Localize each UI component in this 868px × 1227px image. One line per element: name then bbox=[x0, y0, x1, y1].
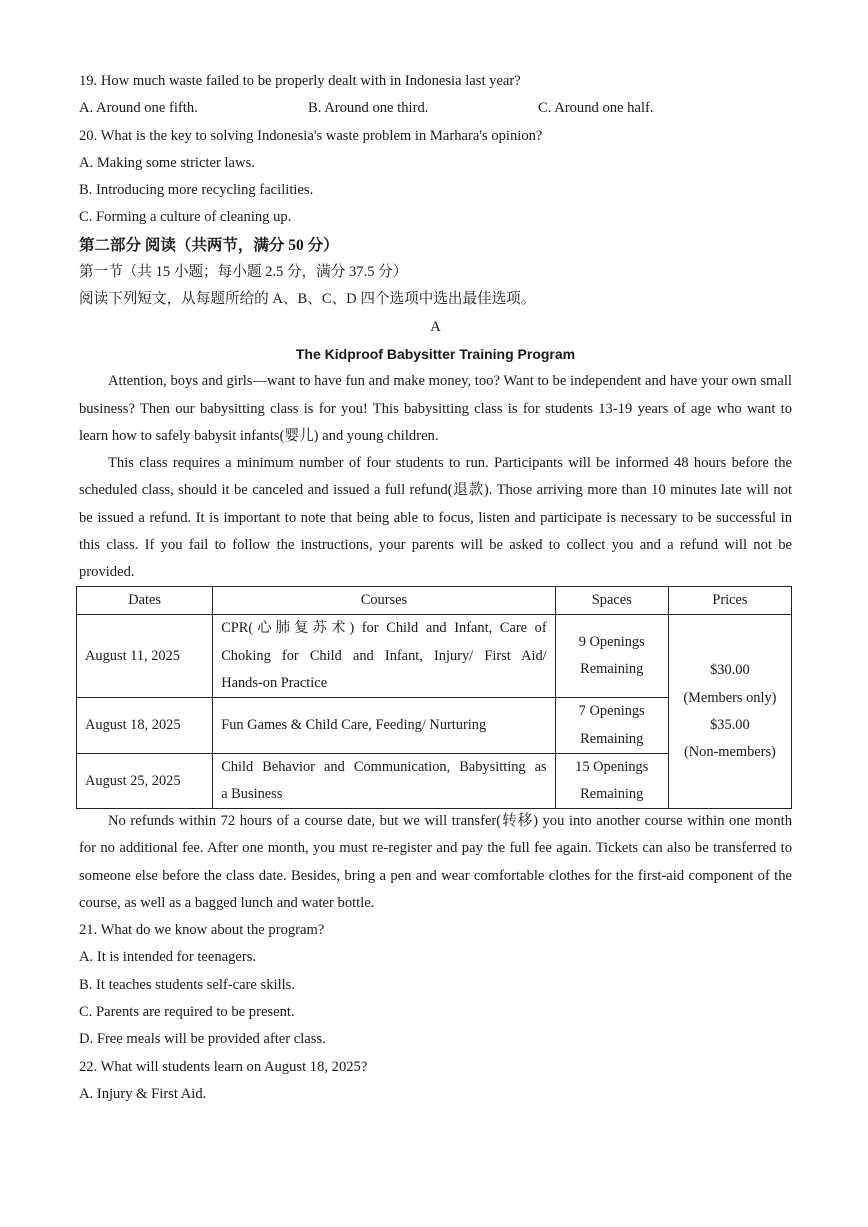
spaces-label: Remaining bbox=[580, 786, 644, 803]
price-cell bbox=[668, 615, 791, 809]
question-20-stem: 20. What is the key to solving Indonesia's waste problem in Marhara's opinion? bbox=[79, 127, 543, 144]
section-title: 第二部分 阅读（共两节，满分 50 分） bbox=[79, 236, 339, 254]
section-instruction: 阅读下列短文，从每题所给的 A、B、C、D 四个选项中选出最佳选项。 bbox=[79, 291, 536, 308]
question-22-stem: 22. What will students learn on August 18, 2025? bbox=[79, 1058, 368, 1075]
spaces-cell bbox=[555, 753, 668, 809]
passage-title: The Kidproof Babysitter Training Program bbox=[295, 345, 576, 362]
option-b: B. Around one third. bbox=[308, 100, 429, 117]
course-schedule-table bbox=[76, 586, 792, 809]
date-cell: August 11, 2025 bbox=[77, 615, 213, 698]
exam-page bbox=[79, 68, 792, 587]
header-spaces: Spaces bbox=[555, 587, 668, 615]
course-cell bbox=[213, 615, 555, 698]
option-a: A. Injury & First Aid. bbox=[79, 1085, 207, 1102]
after-table-content bbox=[79, 808, 792, 1108]
section-subtitle: 第一节（共 15 小题；每小题 2.5 分，满分 37.5 分） bbox=[79, 264, 408, 281]
spaces-count: 7 Openings bbox=[578, 703, 645, 720]
course-cell bbox=[213, 698, 555, 754]
spaces-label: Remaining bbox=[580, 661, 644, 678]
passage-body-continued bbox=[79, 808, 792, 917]
passage-letter: A bbox=[430, 318, 441, 335]
option-a: A. It is intended for teenagers. bbox=[79, 949, 257, 966]
option-c: C. Forming a culture of cleaning up. bbox=[79, 209, 292, 226]
course-line: Choking for Child and Infant, Injury/ First Aid/ bbox=[221, 647, 547, 664]
header-courses: Courses bbox=[213, 587, 555, 615]
date-cell: August 18, 2025 bbox=[77, 698, 213, 754]
spaces-label: Remaining bbox=[580, 730, 644, 747]
spaces-cell bbox=[555, 615, 668, 698]
course-cell bbox=[213, 753, 555, 809]
spaces-cell bbox=[555, 698, 668, 754]
question-19-stem: 19. How much waste failed to be properly dealt with in Indonesia last year? bbox=[79, 73, 521, 89]
date-cell: August 25, 2025 bbox=[77, 753, 213, 809]
option-a: A. Making some stricter laws. bbox=[79, 154, 255, 171]
member-label: (Members only) bbox=[683, 689, 777, 706]
member-price: $30.00 bbox=[710, 662, 750, 679]
course-line: Hands-on Practice bbox=[221, 674, 328, 691]
spaces-count: 9 Openings bbox=[578, 634, 645, 650]
header-dates: Dates bbox=[77, 587, 213, 615]
course-line: Child Behavior and Communication, Babysitting as bbox=[221, 758, 547, 775]
passage-body bbox=[79, 368, 792, 586]
option-b: B. Introducing more recycling facilities. bbox=[79, 182, 314, 199]
table-row bbox=[77, 615, 792, 698]
course-line: a Business bbox=[221, 786, 283, 803]
non-member-price: $35.00 bbox=[710, 716, 750, 733]
question-19-options bbox=[79, 95, 792, 122]
paragraph-3: No refunds within 72 hours of a course date, but we will transfer(转移) you into another course within one month for no additional fee. After one month, you must re-register and pay the full fee again. Tickets can also be transferred to someone else before the class date. Besides, bring a pen and wear comfortable clothes for the first-aid component of the course, as well as a bagged lunch and water bottle. bbox=[79, 813, 792, 911]
option-a: A. Around one fifth. bbox=[79, 100, 198, 117]
option-c: C. Parents are required to be present. bbox=[79, 1004, 295, 1021]
course-line: Fun Games & Child Care, Feeding/ Nurturing bbox=[221, 716, 487, 733]
option-c: C. Around one half. bbox=[538, 100, 654, 117]
non-member-label: (Non-members) bbox=[683, 744, 776, 761]
course-line: CPR(心肺复苏术) for Child and Infant, Care of bbox=[221, 620, 547, 637]
question-21-stem: 21. What do we know about the program? bbox=[79, 922, 325, 939]
paragraph-2: This class requires a minimum number of four students to run. Participants will be informed 48 hours before the scheduled class, should it be canceled and issued a full refund(退款). Those arriving more than 10 minutes late will not be issued a refund. It is important to note that being able to focus, listen and participate is necessary to be successful in this class. If you fail to follow the instructions, your parents will be asked to collect you and a refund will not be provided. bbox=[79, 455, 792, 581]
header-prices: Prices bbox=[668, 587, 791, 615]
option-b: B. It teaches students self-care skills. bbox=[79, 976, 296, 993]
spaces-count: 15 Openings bbox=[575, 758, 649, 775]
paragraph-1: Attention, boys and girls—want to have fun and make money, too? Want to be independent and have your own small business? Then our babysitting class is for you! This babysitting class is for students 13-19 years of age who want to learn how to safely babysit infants(婴儿) and young children. bbox=[79, 373, 792, 444]
table-header-row bbox=[77, 587, 792, 615]
option-d: D. Free meals will be provided after class. bbox=[79, 1031, 326, 1048]
